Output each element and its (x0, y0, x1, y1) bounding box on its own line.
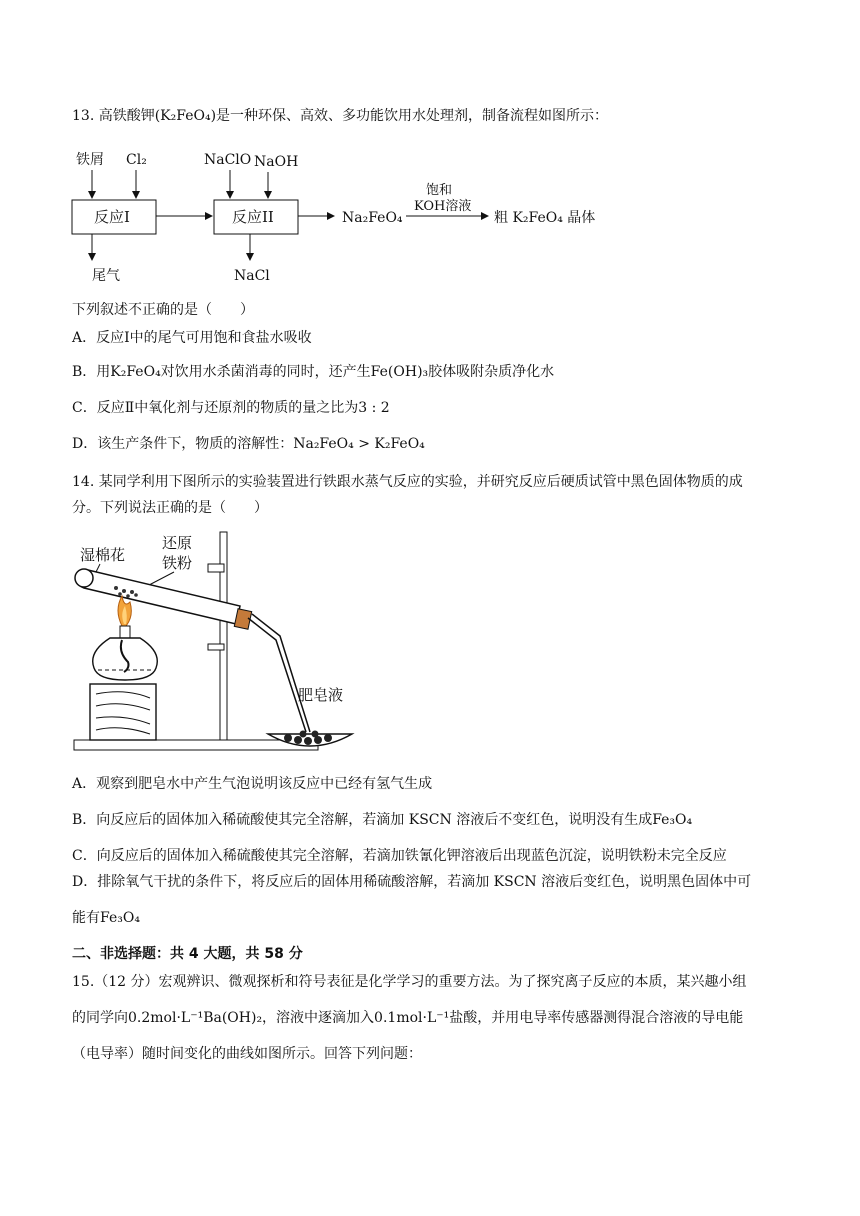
flow-input-cl2: Cl₂ (126, 152, 147, 168)
flow-input-naclo: NaClO (204, 152, 252, 168)
q13-prompt: 下列叙述不正确的是（ ） (72, 302, 254, 318)
label-soap-solution: 肥皂液 (298, 686, 344, 704)
alcohol-lamp (93, 596, 158, 680)
arrow-label-saturated: 饱和 (426, 183, 453, 198)
q14-option-d-line1: D．排除氧气干扰的条件下，将反应后的固体用稀硫酸溶解，若滴加 KSCN 溶液后变红色，说明黑色固体中可 (72, 874, 752, 890)
flow-product-na2feo4: Na₂FeO₄ (342, 210, 403, 226)
q14-option-d-line2: 能有Fe₃O₄ (72, 910, 140, 926)
q15-line1: 15.（12 分）宏观辨识、微观探析和符号表征是化学学习的重要方法。为了探究离子反应的本质，某兴趣小组 (72, 974, 747, 990)
reaction-2-label: 反应II (232, 208, 274, 226)
label-reduced-iron-2: 铁粉 (162, 554, 193, 572)
q13-option-b: B．用K₂FeO₄对饮用水杀菌消毒的同时，还产生Fe(OH)₃胶体吸附杂质净化水 (72, 364, 555, 380)
q14-option-c: C．向反应后的固体加入稀硫酸使其完全溶解，若滴加铁氰化钾溶液后出现蓝色沉淀，说明铁粉未完全反应 (72, 848, 727, 864)
label-reduced-iron-1: 还原 (162, 534, 193, 552)
delivery-tube (248, 618, 306, 732)
q13-option-d: D．该生产条件下，物质的溶解性：Na₂FeO₄ > K₂FeO₄ (72, 436, 425, 452)
reaction-1-label: 反应I (94, 208, 130, 226)
q13-flow-diagram (70, 148, 630, 288)
q13-option-a: A．反应Ⅰ中的尾气可用饱和食盐水吸收 (72, 330, 312, 346)
q14-apparatus-diagram (70, 528, 390, 760)
flow-input-naoh: NaOH (254, 154, 299, 170)
q15-line3: （电导率）随时间变化的曲线如图所示。回答下列问题： (72, 1046, 422, 1062)
stand-rod (220, 532, 227, 740)
stand-base (74, 740, 318, 750)
q14-option-b: B．向反应后的固体加入稀硫酸使其完全溶解，若滴加 KSCN 溶液后不变红色，说明没有生成Fe₃O₄ (72, 812, 693, 828)
q14-stem-line2: 分。下列说法正确的是（ ） (72, 500, 268, 516)
q14-option-a: A．观察到肥皂水中产生气泡说明该反应中已经有氢气生成 (72, 776, 433, 792)
section-heading: 二、非选择题：共 4 大题，共 58 分 (72, 946, 303, 962)
q13-stem: 13. 高铁酸钾(K₂FeO₄)是一种环保、高效、多功能饮用水处理剂，制备流程如图所示： (72, 108, 609, 124)
q13-option-c: C．反应Ⅱ中氧化剂与还原剂的物质的量之比为3 : 2 (72, 400, 390, 416)
flow-input-iron: 铁屑 (76, 152, 104, 168)
arrow-label-koh: KOH溶液 (414, 199, 472, 214)
test-tube (75, 569, 240, 624)
q15-line2: 的同学向0.2mol·L⁻¹Ba(OH)₂，溶液中逐滴加入0.1mol·L⁻¹盐酸，并用电导率传感器测得混合溶液的导电能 (72, 1010, 744, 1026)
wood-block (90, 684, 156, 740)
flow-product-k2feo4: 粗 K₂FeO₄ 晶体 (494, 210, 596, 226)
label-wet-cotton: 湿棉花 (80, 546, 126, 564)
flow-output-tailgas: 尾气 (92, 268, 120, 284)
q14-stem-line1: 14. 某同学利用下图所示的实验装置进行铁跟水蒸气反应的实验，并研究反应后硬质试管中黑色固体物质的成 (72, 474, 743, 490)
flow-output-nacl: NaCl (234, 268, 270, 284)
